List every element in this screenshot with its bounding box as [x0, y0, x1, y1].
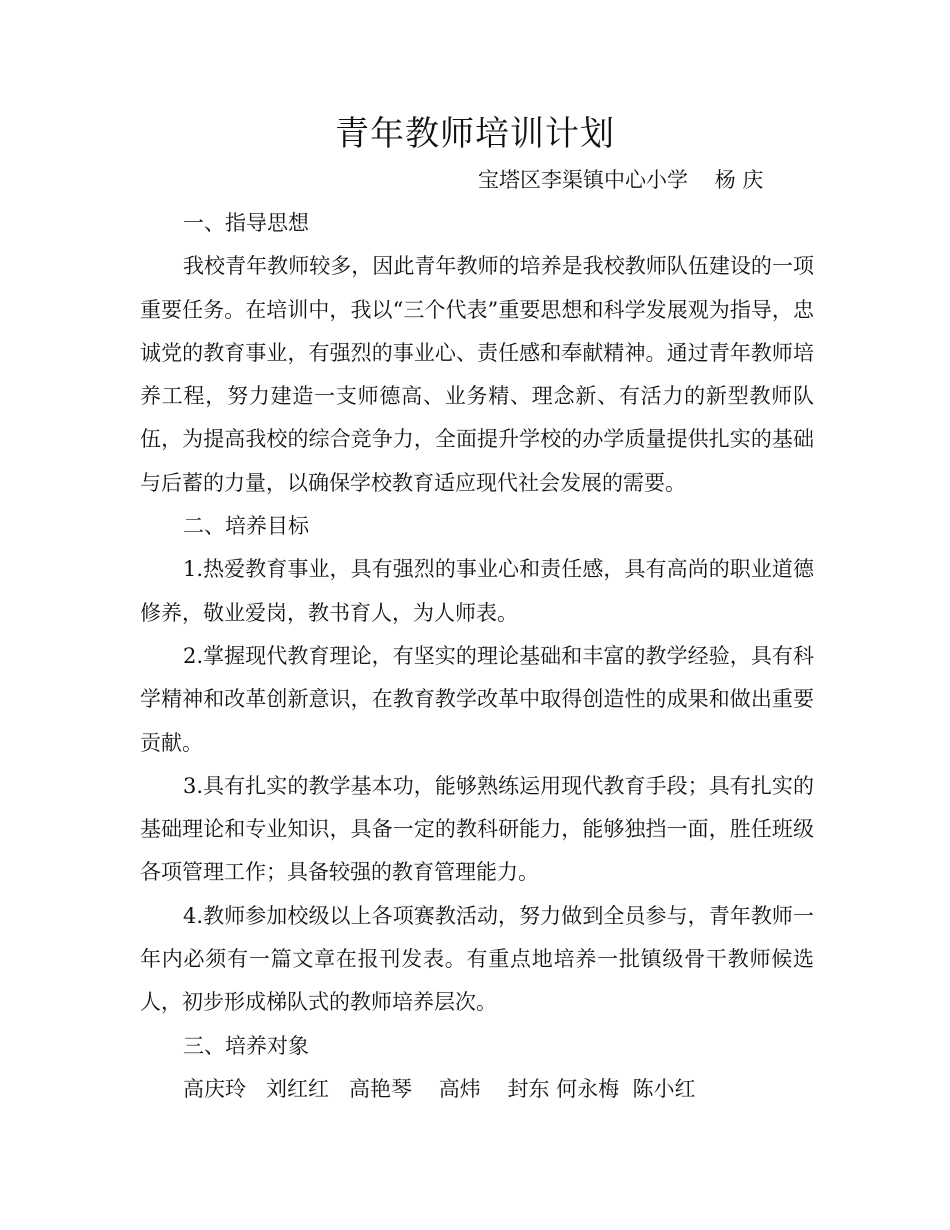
goal-item-3: 3.具有扎实的教学基本功，能够熟练运用现代教育手段；具有扎实的基础理论和专业知识，具备一定的教科研能力，能够独挡一面，胜任班级各项管理工作；具备较强的教育管理能力。	[140, 773, 814, 885]
goal-item-4: 4.教师参加校级以上各项赛教活动，努力做到全员参与，青年教师一年内必须有一篇文章在报刊发表。有重点地培养一批镇级骨干教师候选人，初步形成梯队式的教师培养层次。	[140, 903, 814, 1015]
paragraph: 我校青年教师较多，因此青年教师的培养是我校教师队伍建设的一项重要任务。在培训中，我以“三个代表”重要思想和科学发展观为指导，忠诚党的教育事业，有强烈的事业心、责任感和奉献精神。通过青年教师培养工程，努力建造一支师德高、业务精、理念新、有活力的新型教师队伍，为提高我校的综合竞争力，全面提升学校的办学质量提供扎实的基础与后蓄的力量，以确保学校教育适应现代社会发展的需要。	[140, 254, 814, 495]
section-heading-guiding-ideology: 一、指导思想	[183, 211, 309, 235]
goal-item-1: 1.热爱教育事业，具有强烈的事业心和责任感，具有高尚的职业道德修养，敬业爱岗，教书育人，为人师表。	[140, 557, 814, 625]
author-line: 宝塔区李渠镇中心小学 杨 庆	[478, 168, 764, 192]
document-title: 青年教师培训计划	[335, 114, 615, 154]
goal-item-2: 2.掌握现代教育理论，有坚实的理论基础和丰富的教学经验，具有科学精神和改革创新意识，在教育教学改革中取得创造性的成果和做出重要贡献。	[140, 643, 814, 755]
document-body	[140, 202, 814, 1111]
section-heading-training-goals: 二、培养目标	[183, 514, 309, 539]
trainee-names: 高庆玲 刘红红 高艳琴 高炜 封东 何永梅 陈小红	[183, 1076, 696, 1101]
section-heading-training-targets: 三、培养对象	[183, 1033, 309, 1058]
